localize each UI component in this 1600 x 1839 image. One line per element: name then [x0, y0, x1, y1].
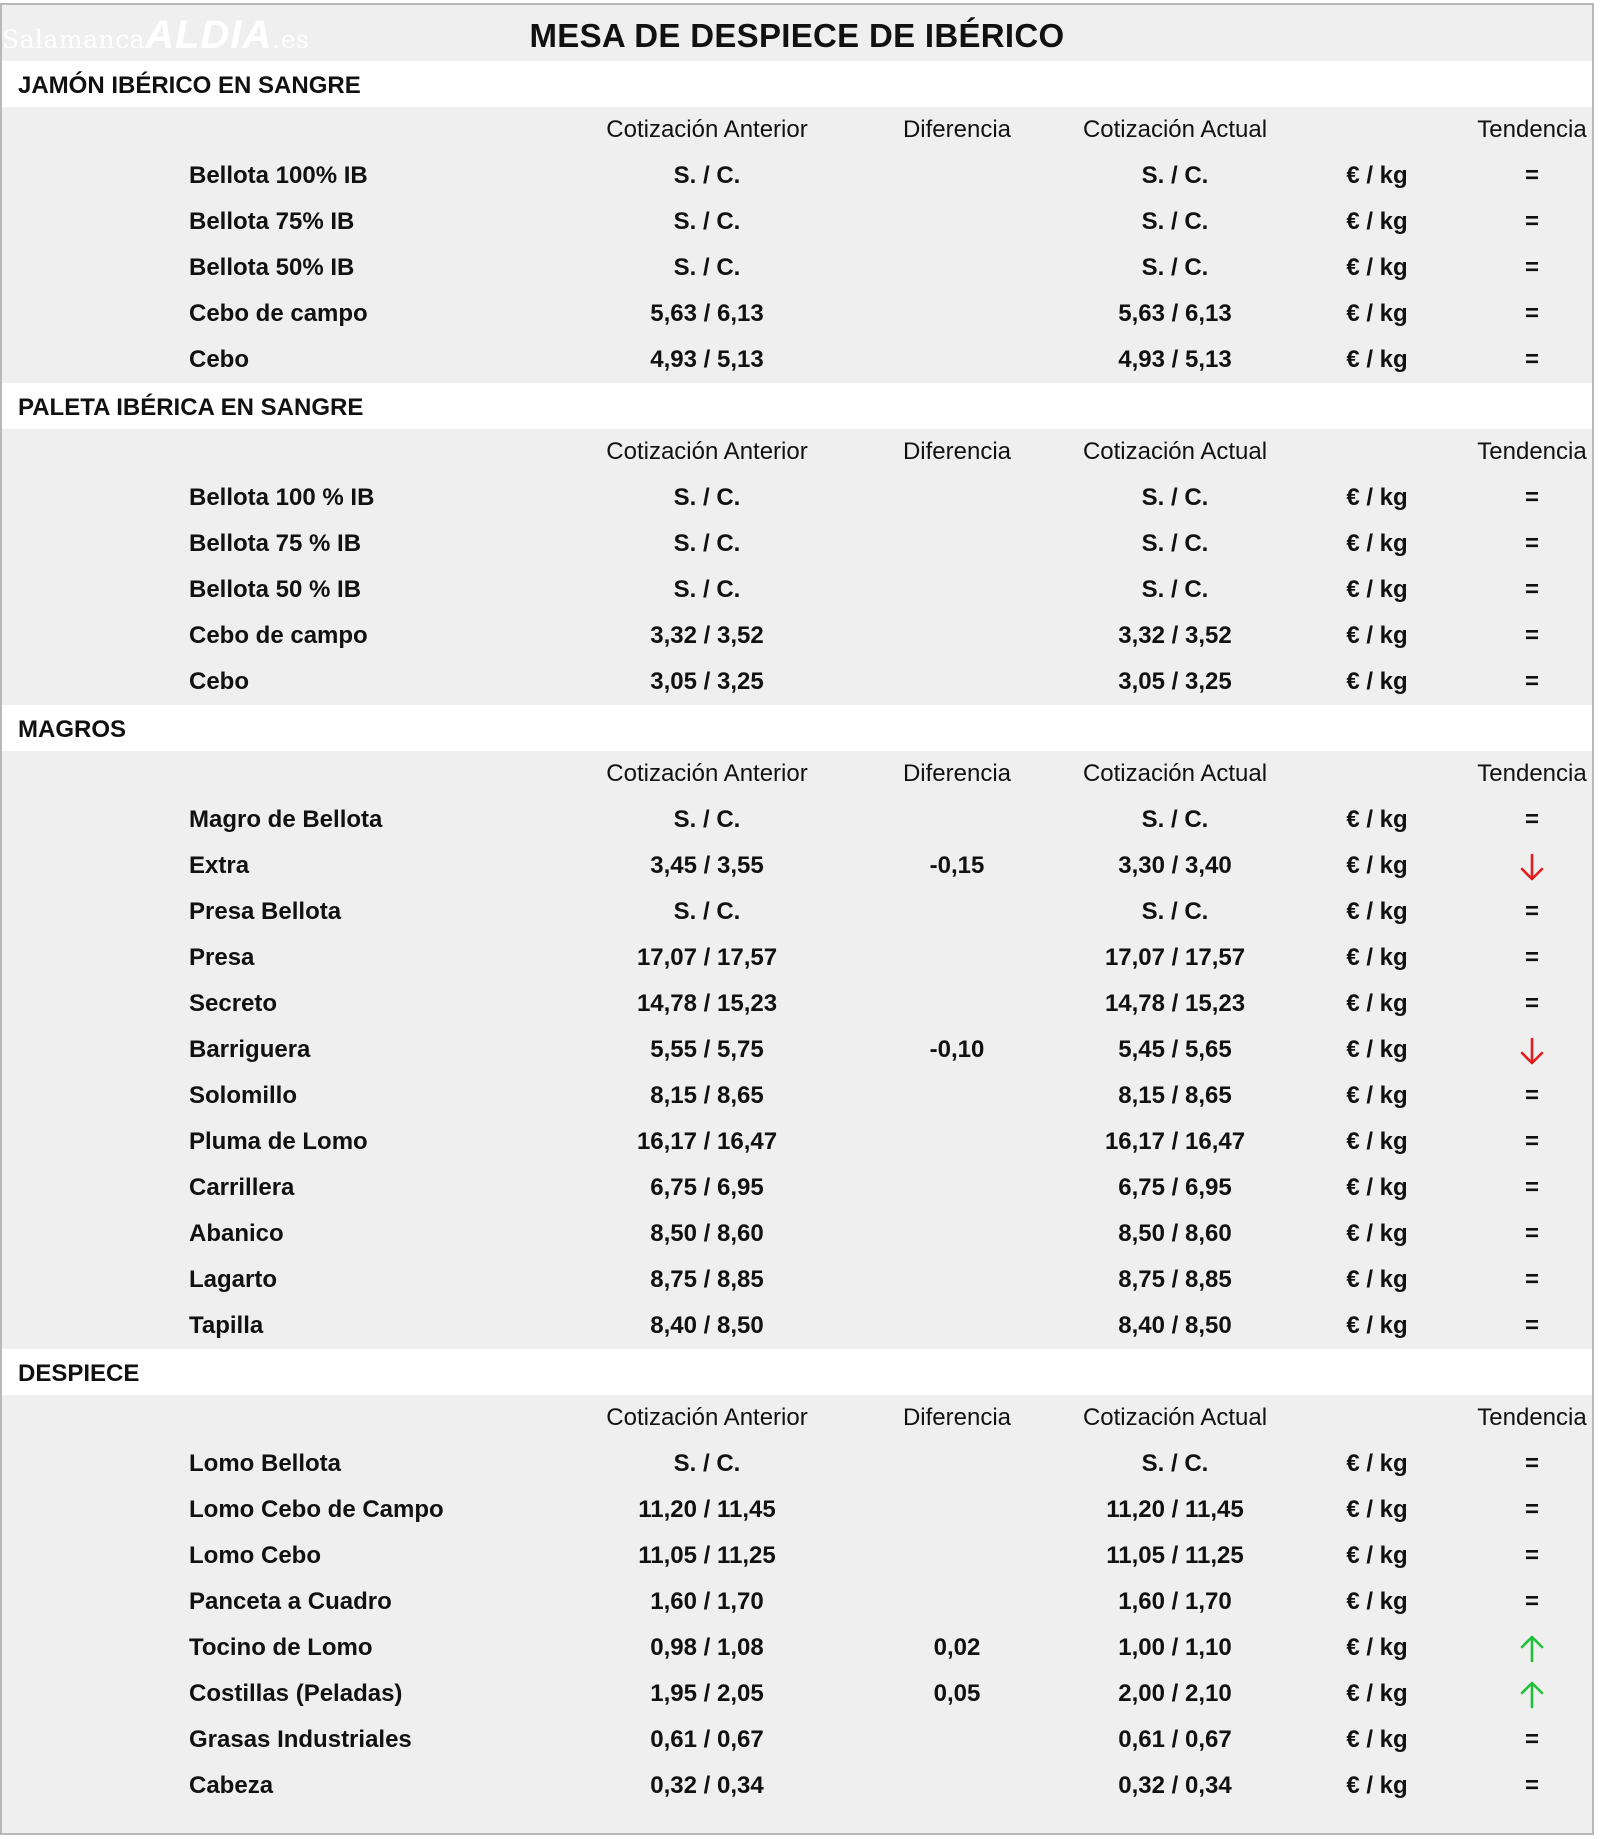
diferencia	[887, 567, 1027, 613]
row-label: Bellota 50 % IB	[189, 576, 362, 603]
cotizacion-anterior: 8,75 / 8,85	[650, 1266, 764, 1293]
cotizacion-actual: S. / C.	[1141, 898, 1209, 925]
diferencia: 0,02	[933, 1634, 981, 1661]
cotizacion-anterior: 4,93 / 5,13	[650, 346, 764, 373]
diferencia: -0,15	[929, 852, 985, 879]
unit: € / kg	[1346, 530, 1408, 557]
row-label: Tapilla	[189, 1312, 264, 1339]
diferencia	[887, 1763, 1027, 1809]
section-header	[2, 705, 1592, 751]
unit: € / kg	[1346, 1496, 1408, 1523]
unit: € / kg	[1346, 1450, 1408, 1477]
tendencia	[1472, 1671, 1592, 1717]
column-header-anterior: Cotización Anterior	[606, 116, 808, 143]
row-label: Presa	[189, 944, 255, 971]
section-title: JAMÓN IBÉRICO EN SANGRE	[18, 72, 361, 99]
row-label: Magro de Bellota	[189, 806, 383, 833]
cotizacion-actual: 0,61 / 0,67	[1118, 1726, 1232, 1753]
diferencia	[887, 521, 1027, 567]
cotizacion-anterior: 14,78 / 15,23	[636, 990, 778, 1017]
table-row	[2, 245, 1592, 291]
cotizacion-anterior: S. / C.	[673, 806, 741, 833]
diferencia	[887, 1257, 1027, 1303]
cotizacion-actual: 4,93 / 5,13	[1118, 346, 1232, 373]
arrow-up-icon	[1519, 1680, 1545, 1710]
cotizacion-anterior: 17,07 / 17,57	[636, 944, 778, 971]
cotizacion-actual: 14,78 / 15,23	[1104, 990, 1246, 1017]
row-label: Grasas Industriales	[189, 1726, 412, 1753]
tendencia: =	[1524, 1128, 1539, 1155]
diferencia	[887, 1441, 1027, 1487]
tendencia: =	[1524, 208, 1539, 235]
cotizacion-anterior: 0,61 / 0,67	[650, 1726, 764, 1753]
cotizacion-actual: S. / C.	[1141, 254, 1209, 281]
cotizacion-anterior: 0,98 / 1,08	[650, 1634, 764, 1661]
row-label: Cebo	[189, 346, 249, 373]
table-row	[2, 1717, 1592, 1763]
row-label: Lomo Bellota	[189, 1450, 342, 1477]
unit: € / kg	[1346, 1588, 1408, 1615]
table-row	[2, 889, 1592, 935]
row-label: Bellota 75 % IB	[189, 530, 362, 557]
cotizacion-actual: S. / C.	[1141, 162, 1209, 189]
tendencia: =	[1524, 944, 1539, 971]
row-label: Panceta a Cuadro	[189, 1588, 392, 1615]
cotizacion-actual: S. / C.	[1141, 806, 1209, 833]
unit: € / kg	[1346, 208, 1408, 235]
row-label: Pluma de Lomo	[189, 1128, 368, 1155]
cotizacion-actual: 8,75 / 8,85	[1118, 1266, 1232, 1293]
column-header-actual: Cotización Actual	[1082, 1404, 1268, 1431]
cotizacion-actual: S. / C.	[1141, 530, 1209, 557]
cotizacion-anterior: S. / C.	[673, 1450, 741, 1477]
tendencia: =	[1524, 622, 1539, 649]
row-label: Carrillera	[189, 1174, 295, 1201]
column-header-anterior: Cotización Anterior	[606, 1404, 808, 1431]
table-row	[2, 1579, 1592, 1625]
tendencia: =	[1524, 1588, 1539, 1615]
table-row	[2, 1763, 1592, 1809]
column-header-diferencia: Diferencia	[902, 116, 1012, 143]
arrow-down-icon	[1519, 1036, 1545, 1066]
cotizacion-actual: 1,00 / 1,10	[1118, 1634, 1232, 1661]
cotizacion-actual: 3,05 / 3,25	[1118, 668, 1232, 695]
unit: € / kg	[1346, 1220, 1408, 1247]
cotizacion-anterior: 1,60 / 1,70	[650, 1588, 764, 1615]
tendencia	[1472, 1027, 1592, 1073]
tendencia: =	[1524, 254, 1539, 281]
cotizacion-anterior: 11,05 / 11,25	[638, 1542, 776, 1569]
unit: € / kg	[1346, 484, 1408, 511]
row-label: Secreto	[189, 990, 278, 1017]
diferencia	[887, 337, 1027, 383]
diferencia	[887, 1211, 1027, 1257]
tendencia: =	[1524, 668, 1539, 695]
tendencia: =	[1524, 1220, 1539, 1247]
cotizacion-anterior: 3,32 / 3,52	[650, 622, 764, 649]
row-label: Cabeza	[189, 1772, 274, 1799]
row-label: Tocino de Lomo	[189, 1634, 373, 1661]
diferencia	[887, 1717, 1027, 1763]
column-header-tendencia: Tendencia	[1477, 760, 1587, 787]
tendencia: =	[1524, 530, 1539, 557]
diferencia	[887, 1303, 1027, 1349]
cotizacion-actual: 6,75 / 6,95	[1118, 1174, 1232, 1201]
cotizacion-actual: 16,17 / 16,47	[1104, 1128, 1246, 1155]
cotizacion-actual: S. / C.	[1141, 484, 1209, 511]
tendencia: =	[1524, 806, 1539, 833]
diferencia	[887, 1119, 1027, 1165]
cotizacion-anterior: 0,32 / 0,34	[650, 1772, 764, 1799]
tendencia: =	[1524, 1312, 1539, 1339]
table-row	[2, 153, 1592, 199]
row-label: Bellota 100% IB	[189, 162, 368, 189]
row-label: Lagarto	[189, 1266, 278, 1293]
tendencia: =	[1524, 300, 1539, 327]
table-row	[2, 935, 1592, 981]
row-label: Cebo de campo	[189, 300, 368, 327]
diferencia	[887, 1165, 1027, 1211]
unit: € / kg	[1346, 852, 1408, 879]
diferencia	[887, 889, 1027, 935]
unit: € / kg	[1346, 1542, 1408, 1569]
diferencia	[887, 659, 1027, 705]
row-label: Lomo Cebo	[189, 1542, 321, 1569]
cotizacion-actual: 8,50 / 8,60	[1118, 1220, 1232, 1247]
column-header-tendencia: Tendencia	[1477, 438, 1587, 465]
diferencia: 0,05	[933, 1680, 981, 1707]
cotizacion-actual: 2,00 / 2,10	[1118, 1680, 1232, 1707]
unit: € / kg	[1346, 1174, 1408, 1201]
row-label: Barriguera	[189, 1036, 311, 1063]
table-row	[2, 1257, 1592, 1303]
table-row	[2, 1625, 1592, 1671]
title-bar	[2, 5, 1592, 61]
cotizacion-actual: S. / C.	[1141, 1450, 1209, 1477]
cotizacion-anterior: 8,50 / 8,60	[650, 1220, 764, 1247]
unit: € / kg	[1346, 1772, 1408, 1799]
column-header-row	[2, 751, 1592, 797]
row-label: Bellota 75% IB	[189, 208, 355, 235]
table-row	[2, 521, 1592, 567]
unit: € / kg	[1346, 1036, 1408, 1063]
cotizacion-actual: 3,30 / 3,40	[1118, 852, 1232, 879]
row-label: Cebo	[189, 668, 249, 695]
table-row	[2, 1441, 1592, 1487]
diferencia	[887, 935, 1027, 981]
column-header-anterior: Cotización Anterior	[606, 760, 808, 787]
cotizacion-actual: S. / C.	[1141, 208, 1209, 235]
unit: € / kg	[1346, 1082, 1408, 1109]
unit: € / kg	[1346, 944, 1408, 971]
row-label: Presa Bellota	[189, 898, 342, 925]
unit: € / kg	[1346, 1726, 1408, 1753]
row-label: Costillas (Peladas)	[189, 1680, 403, 1707]
column-header-diferencia: Diferencia	[902, 760, 1012, 787]
cotizacion-actual: 1,60 / 1,70	[1118, 1588, 1232, 1615]
unit: € / kg	[1346, 254, 1408, 281]
diferencia	[887, 475, 1027, 521]
column-header-actual: Cotización Actual	[1082, 116, 1268, 143]
row-label: Cebo de campo	[189, 622, 368, 649]
column-header-actual: Cotización Actual	[1082, 760, 1268, 787]
table-row	[2, 1533, 1592, 1579]
column-header-actual: Cotización Actual	[1082, 438, 1268, 465]
price-table-sheet	[0, 3, 1594, 1835]
section-header	[2, 383, 1592, 429]
table-row	[2, 1671, 1592, 1717]
table-row	[2, 1119, 1592, 1165]
cotizacion-anterior: 5,55 / 5,75	[650, 1036, 764, 1063]
diferencia	[887, 613, 1027, 659]
logo-right: .es	[272, 25, 310, 54]
cotizacion-actual: 8,40 / 8,50	[1118, 1312, 1232, 1339]
table-row	[2, 337, 1592, 383]
tendencia: =	[1524, 898, 1539, 925]
logo-left: Salamanca	[2, 25, 146, 54]
tendencia: =	[1524, 1542, 1539, 1569]
cotizacion-anterior: S. / C.	[673, 530, 741, 557]
table-row	[2, 1303, 1592, 1349]
unit: € / kg	[1346, 162, 1408, 189]
cotizacion-anterior: 6,75 / 6,95	[650, 1174, 764, 1201]
table-row	[2, 567, 1592, 613]
tendencia: =	[1524, 162, 1539, 189]
table-row	[2, 1487, 1592, 1533]
table-row	[2, 1073, 1592, 1119]
cotizacion-anterior: 1,95 / 2,05	[650, 1680, 764, 1707]
diferencia	[887, 245, 1027, 291]
unit: € / kg	[1346, 1312, 1408, 1339]
tendencia: =	[1524, 346, 1539, 373]
cotizacion-anterior: 8,40 / 8,50	[650, 1312, 764, 1339]
cotizacion-anterior: 16,17 / 16,47	[636, 1128, 778, 1155]
unit: € / kg	[1346, 668, 1408, 695]
cotizacion-actual: 17,07 / 17,57	[1104, 944, 1246, 971]
unit: € / kg	[1346, 300, 1408, 327]
diferencia	[887, 1533, 1027, 1579]
diferencia	[887, 291, 1027, 337]
row-label: Bellota 50% IB	[189, 254, 355, 281]
cotizacion-actual: 3,32 / 3,52	[1118, 622, 1232, 649]
table-row	[2, 1211, 1592, 1257]
cotizacion-actual: 11,05 / 11,25	[1106, 1542, 1244, 1569]
section-header	[2, 61, 1592, 107]
row-label: Solomillo	[189, 1082, 297, 1109]
cotizacion-anterior: S. / C.	[673, 208, 741, 235]
row-label: Abanico	[189, 1220, 284, 1247]
row-label: Bellota 100 % IB	[189, 484, 375, 511]
table-row	[2, 1165, 1592, 1211]
tendencia: =	[1524, 1174, 1539, 1201]
column-header-row	[2, 429, 1592, 475]
table-row	[2, 843, 1592, 889]
unit: € / kg	[1346, 806, 1408, 833]
page-title: MESA DE DESPIECE DE IBÉRICO	[529, 17, 1065, 54]
diferencia: -0,10	[929, 1036, 985, 1063]
cotizacion-anterior: 11,20 / 11,45	[638, 1496, 776, 1523]
unit: € / kg	[1346, 990, 1408, 1017]
cotizacion-anterior: 3,45 / 3,55	[650, 852, 764, 879]
arrow-up-icon	[1519, 1634, 1545, 1664]
column-header-tendencia: Tendencia	[1477, 1404, 1587, 1431]
column-header-diferencia: Diferencia	[902, 438, 1012, 465]
diferencia	[887, 1487, 1027, 1533]
section-title: DESPIECE	[18, 1360, 140, 1387]
cotizacion-anterior: S. / C.	[673, 484, 741, 511]
tendencia	[1472, 843, 1592, 889]
cotizacion-actual: 5,63 / 6,13	[1118, 300, 1232, 327]
cotizacion-anterior: 8,15 / 8,65	[650, 1082, 764, 1109]
table-row	[2, 1027, 1592, 1073]
row-label: Lomo Cebo de Campo	[189, 1496, 444, 1523]
cotizacion-actual: 11,20 / 11,45	[1106, 1496, 1244, 1523]
column-header-row	[2, 1395, 1592, 1441]
row-label: Extra	[189, 852, 250, 879]
cotizacion-anterior: 3,05 / 3,25	[650, 668, 764, 695]
diferencia	[887, 1073, 1027, 1119]
tendencia: =	[1524, 1266, 1539, 1293]
cotizacion-anterior: S. / C.	[673, 254, 741, 281]
table-row	[2, 659, 1592, 705]
tendencia	[1472, 1625, 1592, 1671]
table-row	[2, 475, 1592, 521]
unit: € / kg	[1346, 1634, 1408, 1661]
cotizacion-actual: 5,45 / 5,65	[1118, 1036, 1232, 1063]
table-row	[2, 797, 1592, 843]
table-row	[2, 981, 1592, 1027]
tendencia: =	[1524, 990, 1539, 1017]
column-header-row	[2, 107, 1592, 153]
tendencia: =	[1524, 1496, 1539, 1523]
diferencia	[887, 981, 1027, 1027]
cotizacion-anterior: S. / C.	[673, 898, 741, 925]
cotizacion-anterior: 5,63 / 6,13	[650, 300, 764, 327]
sections-container	[2, 61, 1592, 1809]
unit: € / kg	[1346, 898, 1408, 925]
section-title: MAGROS	[18, 716, 126, 743]
tendencia: =	[1524, 1450, 1539, 1477]
unit: € / kg	[1346, 1266, 1408, 1293]
cotizacion-actual: 0,32 / 0,34	[1118, 1772, 1232, 1799]
table-row	[2, 291, 1592, 337]
tendencia: =	[1524, 576, 1539, 603]
tendencia: =	[1524, 484, 1539, 511]
tendencia: =	[1524, 1082, 1539, 1109]
diferencia	[887, 153, 1027, 199]
unit: € / kg	[1346, 1128, 1408, 1155]
tendencia: =	[1524, 1726, 1539, 1753]
unit: € / kg	[1346, 346, 1408, 373]
cotizacion-anterior: S. / C.	[673, 576, 741, 603]
tendencia: =	[1524, 1772, 1539, 1799]
cotizacion-actual: 8,15 / 8,65	[1118, 1082, 1232, 1109]
logo-mid: ALDIA	[145, 13, 273, 57]
table-row	[2, 613, 1592, 659]
diferencia	[887, 1579, 1027, 1625]
section-header	[2, 1349, 1592, 1395]
unit: € / kg	[1346, 576, 1408, 603]
section-title: PALETA IBÉRICA EN SANGRE	[18, 394, 364, 421]
column-header-diferencia: Diferencia	[902, 1404, 1012, 1431]
diferencia	[887, 199, 1027, 245]
arrow-down-icon	[1519, 852, 1545, 882]
diferencia	[887, 797, 1027, 843]
column-header-anterior: Cotización Anterior	[606, 438, 808, 465]
unit: € / kg	[1346, 622, 1408, 649]
cotizacion-anterior: S. / C.	[673, 162, 741, 189]
unit: € / kg	[1346, 1680, 1408, 1707]
cotizacion-actual: S. / C.	[1141, 576, 1209, 603]
table-row	[2, 199, 1592, 245]
column-header-tendencia: Tendencia	[1477, 116, 1587, 143]
